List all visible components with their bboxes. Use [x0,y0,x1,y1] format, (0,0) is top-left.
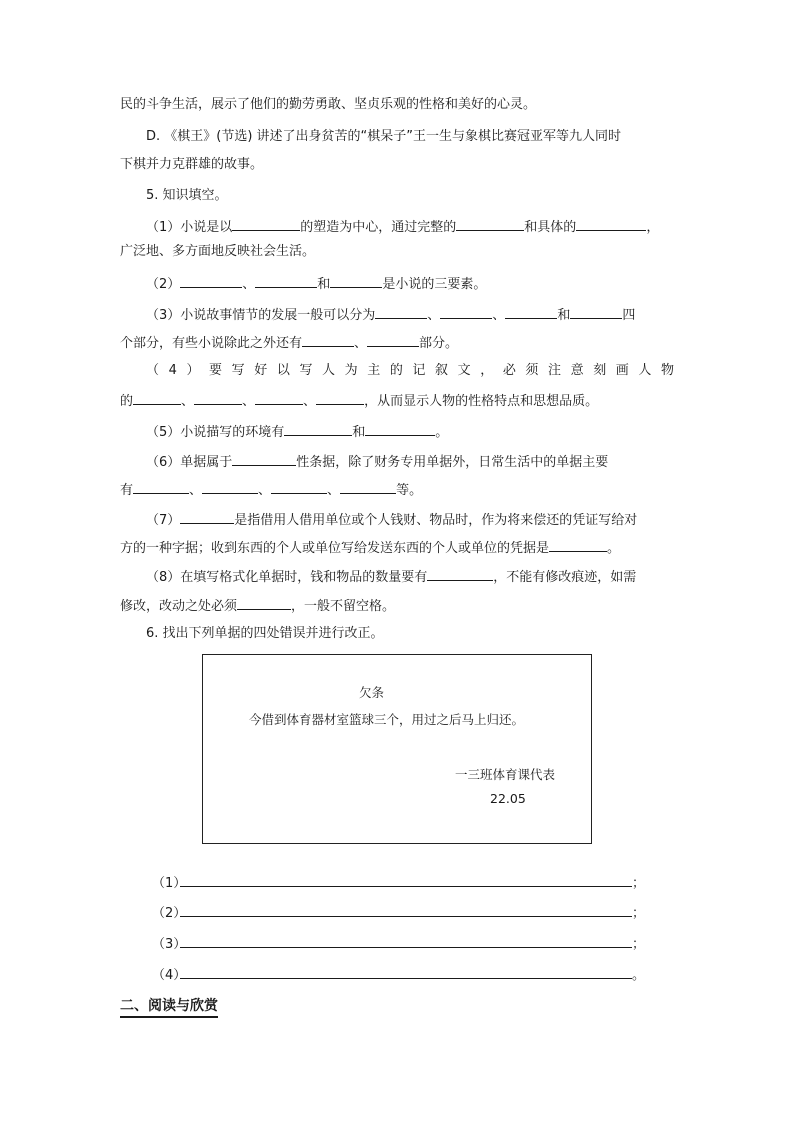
q5-4-line-b: 的 、 、 、 ，从而显示人物的性格特点和思想品质。 [120,390,598,411]
fill-blank[interactable] [180,273,242,288]
question-6-title: 6. 找出下列单据的四处错误并进行改正。 [146,626,384,641]
q5-2-line: （2） 、 和 是小说的三要素。 [146,273,486,294]
fill-blank[interactable] [202,479,258,494]
receipt-signer: 一三班体育课代表 [455,767,556,782]
fill-blank[interactable] [284,421,352,436]
receipt-title: 欠条 [359,685,385,700]
answer-rule[interactable] [180,934,632,948]
q5-5-line: （5）小说描写的环境有 和 。 [146,421,448,442]
answer-line-2[interactable]: （2） ； [152,902,645,921]
fill-blank[interactable] [456,216,524,231]
q5-3-line-b: 个部分，有些小说除此之外还有 、 部分。 [120,332,458,353]
fill-blank[interactable] [549,537,607,552]
q5-1-line-a: （1）小说是以 的塑造为中心，通过完整的 和具体的 ， [146,216,659,237]
fill-blank[interactable] [232,216,300,231]
fill-blank[interactable] [232,451,296,466]
fill-blank[interactable] [505,304,557,319]
fill-blank[interactable] [367,332,419,347]
fill-blank[interactable] [316,390,364,405]
fill-blank[interactable] [340,479,396,494]
fill-blank[interactable] [576,216,646,231]
answer-rule[interactable] [180,903,632,917]
q5-8-line-a: （8）在填写格式化单据时，钱和物品的数量要有 ，不能有修改痕迹，如需 [146,566,636,587]
fill-blank[interactable] [255,390,303,405]
q5-7-line-b: 方的一种字据；收到东西的个人或单位写给发送东西的个人或单位的凭据是 。 [120,537,620,558]
fill-blank[interactable] [302,332,354,347]
q5-4-line-a: （4）要写好以写人为主的记叙文，必须注意刻画人物 [146,363,674,378]
question-5-title: 5. 知识填空。 [146,188,228,203]
q5-6-line-a: （6）单据属于 性条据，除了财务专用单据外，日常生活中的单据主要 [146,451,608,472]
fill-blank[interactable] [271,479,327,494]
answer-rule[interactable] [180,965,632,979]
answer-rule[interactable] [180,873,632,887]
fill-blank[interactable] [133,390,181,405]
answer-line-4[interactable]: （4） 。 [152,964,645,983]
q5-7-line-a: （7） 是指借用人借用单位或个人钱财、物品时，作为将来偿还的凭证写给对 [146,509,637,530]
answer-line-3[interactable]: （3） ； [152,933,645,952]
paragraph-line: 民的斗争生活，展示了他们的勤劳勇敢、坚贞乐观的性格和美好的心灵。 [120,97,537,112]
fill-blank[interactable] [365,421,435,436]
fill-blank[interactable] [570,304,622,319]
fill-blank[interactable] [375,304,427,319]
fill-blank[interactable] [133,479,189,494]
answer-line-1[interactable]: （1） ； [152,872,645,891]
fill-blank[interactable] [255,273,317,288]
fill-blank[interactable] [440,304,492,319]
q5-3-line-a: （3）小说故事情节的发展一般可以分为 、 、 和 四 [146,304,635,325]
fill-blank[interactable] [194,390,242,405]
fill-blank[interactable] [237,595,291,610]
fill-blank[interactable] [427,566,493,581]
receipt-date: 22.05 [490,791,526,806]
fill-blank[interactable] [330,273,382,288]
option-d-line: D. 《棋王》(节选) 讲述了出身贫苦的“棋呆子”王一生与象棋比赛冠亚军等九人同时 [146,129,622,144]
section-heading: 二、阅读与欣赏 [120,995,218,1018]
receipt-body: 今借到体育器材室篮球三个，用过之后马上归还。 [249,712,525,727]
fill-blank[interactable] [180,509,234,524]
paragraph-line: 下棋并力克群雄的故事。 [120,157,264,172]
q5-8-line-b: 修改，改动之处必须 ，一般不留空格。 [120,595,395,616]
q5-1-line-b: 广泛地、多方面地反映社会生活。 [120,244,316,259]
receipt-box [202,654,592,844]
q5-6-line-b: 有 、 、 、 等。 [120,479,422,500]
